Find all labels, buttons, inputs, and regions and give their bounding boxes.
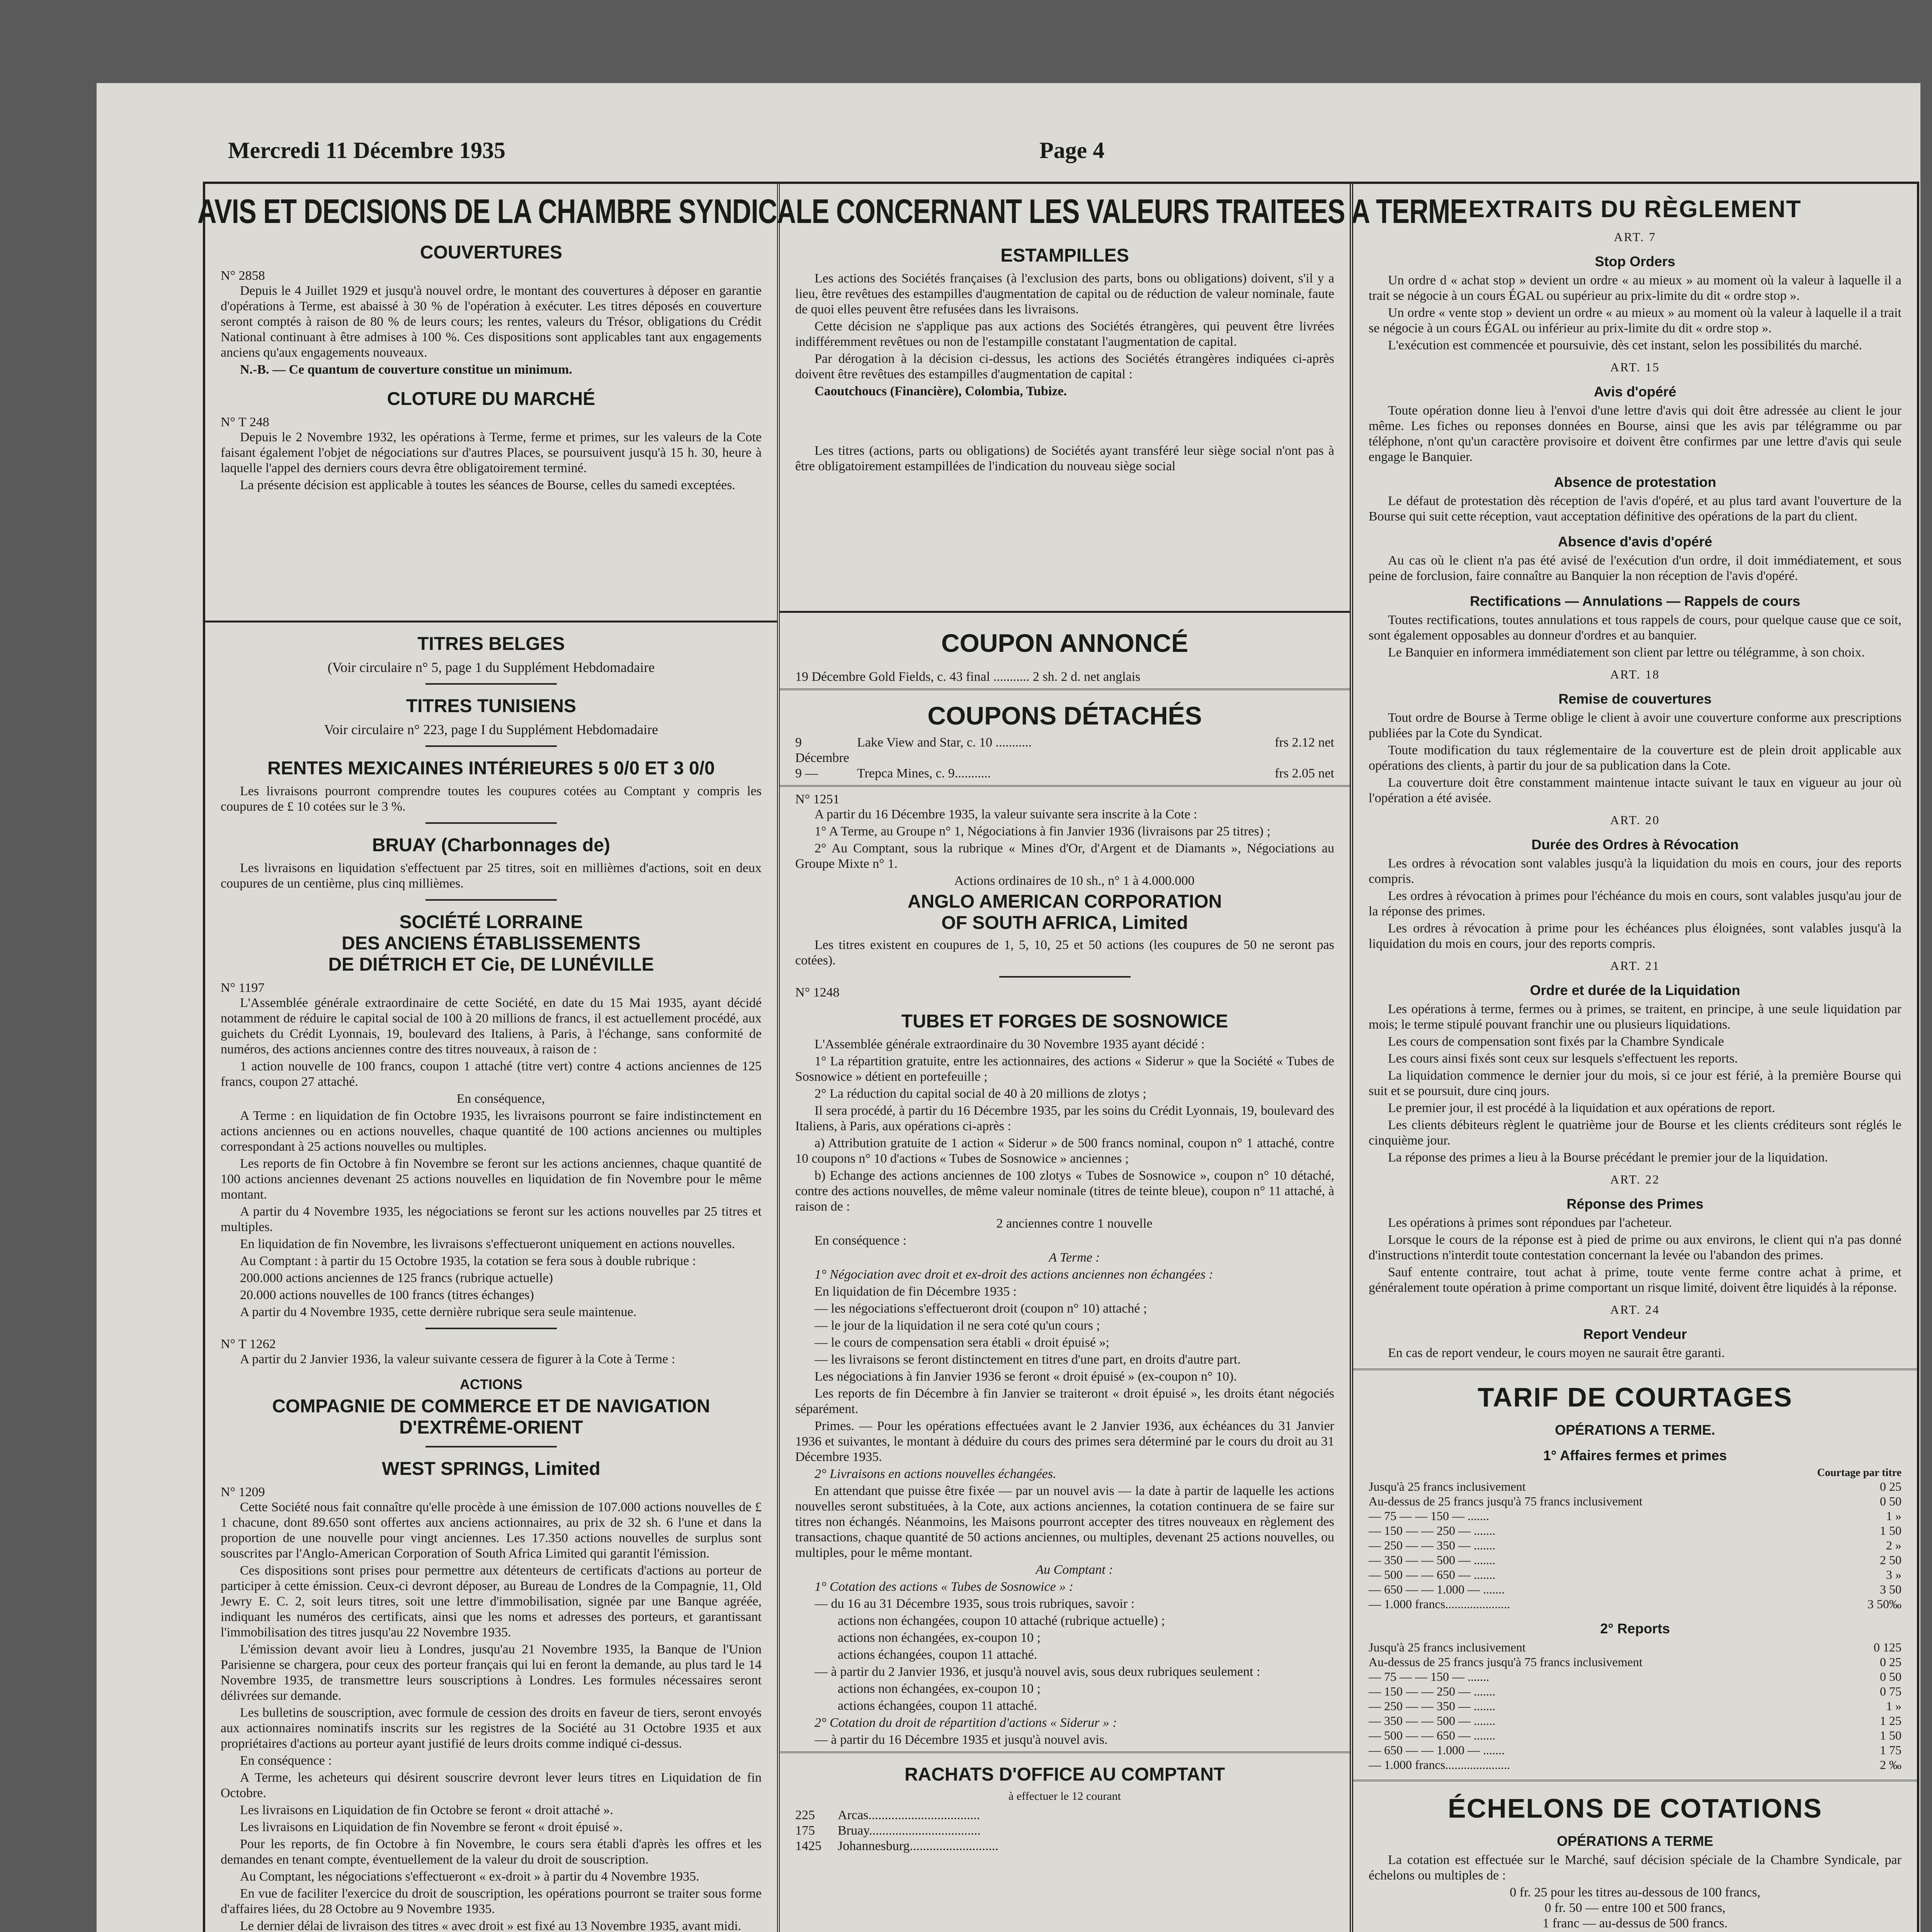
west-p7: Les livraisons en Liquidation de fin Octobre se feront « droit attaché ».	[240, 1803, 613, 1817]
divider	[999, 976, 1131, 978]
lorraine-p1: L'Assemblée générale extraordinaire de cette Société, en date du 15 Mai 1935, ayant décidé notamment de réduire le capital social de 100 à 20 millions de francs, il est actuellement procédé, aux guichets du Crédit Lyonnais, 19, boulevard des Italiens, à Paris, à l'échange, sans conformité de numéros, des actions anciennes contre des titres nouveaux, à raison de :	[221, 996, 762, 1056]
anglo-number: N° 1251	[795, 792, 840, 806]
tarif-row-label: — 250 — — 350 — .......	[1369, 1699, 1495, 1713]
double-divider	[780, 785, 1350, 787]
protestation-title: Absence de protestation	[1554, 474, 1716, 490]
rentes-title: RENTES MEXICAINES INTÉRIEURES 5 0/0 ET 3 0/0	[267, 758, 715, 779]
courtage-column-head: Courtage par titre	[1817, 1467, 1901, 1479]
estampilles-block	[780, 184, 1350, 613]
rachat-row: 225 Arcas..................................	[795, 1808, 980, 1822]
tubes-p19: 2° Livraisons en actions nouvelles échangées.	[815, 1467, 1056, 1481]
west-p9: Pour les reports, de fin Octobre à fin Novembre, le cours sera établi d'après les offres et les demandes en tenant compte, éventuellement de la valeur du droit de souscription.	[221, 1837, 762, 1867]
reglement-title: EXTRAITS DU RÈGLEMENT	[1468, 196, 1802, 223]
tarif-row-value: 3 50‰	[1867, 1597, 1901, 1611]
tubes-p17: Les reports de fin Décembre à fin Janvier se traiteront « droit épuisé », les droits étant négociés séparément.	[795, 1386, 1334, 1416]
west-p5: En conséquence :	[240, 1753, 332, 1768]
right-column	[1353, 184, 1917, 1932]
tarif-row-label: Jusqu'à 25 francs inclusivement	[1369, 1640, 1526, 1654]
reponse-2: Lorsque le cours de la réponse est à pied de prime ou aux environs, le client qui n'a pas donné d'instructions n'interdit toute contestation concernant la levée ou l'abandon des primes.	[1369, 1233, 1901, 1262]
remise-title: Remise de couvertures	[1558, 691, 1712, 707]
tubes-p15: — les livraisons se feront distinctement en titres d'une part, en droits d'autre part.	[815, 1352, 1241, 1367]
ordre-6: Les clients débiteurs règlent le quatrième jour de Bourse et les clients créditeurs sont réglés le cinquième jour.	[1369, 1118, 1901, 1148]
anglo-p3: 2° Au Comptant, sous la rubrique « Mines d'Or, d'Argent et de Diamants », Négociations au Groupe Mixte n° 1.	[795, 841, 1334, 871]
absence-1: Au cas où le client n'a pas été avisé de l'exécution d'un ordre, il doit immédiatement, et sous peine de forclusion, faire connaître au Banquier la non réception de l'avis d'opéré.	[1369, 553, 1901, 583]
tarif-row-label: Au-dessus de 25 francs jusqu'à 75 francs inclusivement	[1369, 1655, 1643, 1669]
ordre-2: Les cours de compensation sont fixés par la Chambre Syndicale	[1388, 1034, 1724, 1049]
tubes-p10: 1° Négociation avec droit et ex-droit des actions anciennes non échangées :	[815, 1267, 1213, 1282]
tarif-row-value: 0 25	[1880, 1655, 1901, 1669]
couvertures-note: N.-B. — Ce quantum de couverture constitue un minimum.	[240, 362, 572, 377]
reponse-1: Les opérations à primes sont répondues par l'acheteur.	[1388, 1216, 1672, 1230]
tarif-row-label: — 1.000 francs.....................	[1369, 1758, 1510, 1772]
west-p2: Ces dispositions sont prises pour permettre aux détenteurs de certificats d'actions au porteur de participer à cette émission. Ceux-ci devront déposer, au Bureau de Londres de la Compagnie, 11, Old Jewry E. C. 2, soit leurs titres, soit une lettre d'immobilisation, signée par une Banque agréée, indiquant les numéros des certificats, ainsi que les noms et adresses des porteurs, et garantissant l'immobilisation des titres jusqu'au 22 Novembre 1935.	[221, 1563, 762, 1639]
tarif-row	[1369, 1757, 1901, 1772]
estampilles-text-3: Par dérogation à la décision ci-dessus, les actions des Sociétés étrangères indiquées ci-après doivent être revêtues des estampilles d'augmentation de capital :	[795, 352, 1334, 381]
coupons-detaches-title: COUPONS DÉTACHÉS	[927, 701, 1202, 730]
tarif-row-value: 2 »	[1886, 1538, 1901, 1552]
tubes-p29: actions échangées, coupon 11 attaché.	[838, 1699, 1037, 1713]
lorraine-p8: Au Comptant : à partir du 15 Octobre 1935, la cotation se fera sous à double rubrique :	[240, 1254, 696, 1268]
lorraine-p11: A partir du 4 Novembre 1935, cette dernière rubrique sera seule maintenue.	[240, 1305, 637, 1319]
tubes-p26: actions échangées, coupon 11 attaché.	[838, 1648, 1037, 1662]
divider	[425, 822, 557, 824]
tarif-row-value: 0 50	[1880, 1494, 1901, 1508]
avis-opere-title: Avis d'opéré	[1594, 384, 1677, 400]
anglo-p5: Les titres existent en coupures de 1, 5, 10, 25 et 50 actions (les coupures de 50 ne seront pas cotées).	[795, 938, 1334, 968]
duree-3: Les ordres à révocation à prime pour les échéances plus éloignées, sont valables jusqu'à la liquidation du mois en cours, jour des reports compris.	[1369, 921, 1901, 951]
bruay-text: Les livraisons en liquidation s'effectuent par 25 titres, soit en millièmes d'actions, soit en deux coupures de un centième, plus cinq millièmes.	[221, 861, 762, 891]
rectifications-title: Rectifications — Annulations — Rappels de cours	[1470, 593, 1800, 609]
tarif-row	[1369, 1597, 1901, 1611]
stop-orders-title: Stop Orders	[1595, 253, 1675, 269]
tarif-row	[1369, 1728, 1901, 1743]
tarif-row	[1369, 1684, 1901, 1699]
tubes-p3: 2° La réduction du capital social de 40 à 20 millions de zlotys ;	[815, 1087, 1146, 1101]
tarif-block	[1353, 1382, 1917, 1772]
tubes-p30: 2° Cotation du droit de répartition d'actions « Siderur » :	[815, 1716, 1117, 1730]
stop-2: Un ordre « vente stop » devient un ordre « au mieux » au moment où la valeur à laquelle il a trait se négocie à un cours ÉGAL ou inférieur au prix-limite du dit « ordre stop ».	[1369, 306, 1901, 335]
coupon-annonce-title: COUPON ANNONCÉ	[941, 629, 1189, 657]
tarif-row-value: 1 »	[1886, 1699, 1901, 1713]
lorraine-title-2: DES ANCIENS ÉTABLISSEMENTS	[342, 933, 641, 954]
titres-tunisiens-title: TITRES TUNISIENS	[406, 696, 577, 716]
tarif-row-label: — 500 — — 650 — .......	[1369, 1728, 1495, 1742]
ordre-title: Ordre et durée de la Liquidation	[1530, 982, 1740, 998]
tarif-row	[1369, 1669, 1901, 1684]
divider	[425, 1328, 557, 1329]
tarif-row	[1369, 1567, 1901, 1582]
tarif-row	[1369, 1479, 1901, 1494]
reports-table	[1369, 1640, 1901, 1772]
left-lower-block	[205, 633, 777, 1932]
couvertures-text: Depuis le 4 Juillet 1929 et jusqu'à nouvel ordre, le montant des couvertures à déposer en garantie d'opérations à Terme, est abaissé à 30 % de l'opération à exécuter. Les titres déposés en couverture seront comptés à raison de 80 % de leurs cours; les rentes, valeurs du Trésor, obligations du Crédit National continuant à être admises à 100 %. Ces dispositions sont applicables tant aux engagements anciens qu'aux engagements nouveaux.	[221, 284, 762, 360]
protest-1: Le défaut de protestation dès réception de l'avis d'opéré, et au plus tard avant l'ouverture de la Bourse qui suit cette réception, vaut acceptation définitive des opérations de la part du client.	[1369, 494, 1901, 524]
tubes-p28: actions non échangées, ex-coupon 10 ;	[838, 1682, 1041, 1696]
tarif-row	[1369, 1509, 1901, 1523]
anglo-p1: A partir du 16 Décembre 1935, la valeur suivante sera inscrite à la Cote :	[815, 807, 1197, 821]
rect-1: Toutes rectifications, toutes annulations et tous rappels de cours, pour quelque cause que ce soit, sont également opposables au donneur d'ordres et au banquier.	[1369, 613, 1901, 643]
lorraine-p10: 20.000 actions nouvelles de 100 francs (titres échanges)	[240, 1288, 534, 1302]
tarif-row-label: Au-dessus de 25 francs jusqu'à 75 francs inclusivement	[1369, 1494, 1643, 1508]
stop-1: Un ordre d « achat stop » devient un ordre « au mieux » au moment où la valeur à laquelle il a trait se négocie à un cours ÉGAL ou supérieur au prix-limite du dit « ordre stop ».	[1369, 273, 1901, 303]
west-p3: L'émission devant avoir lieu à Londres, jusqu'au 21 Novembre 1935, la Banque de l'Union Parisienne se chargera, pour ceux des porteur français qui lui en feront la demande, au plus tard le 14 Novembre 1935, de transmettre leurs souscriptions à Londres. Les formules nécessaires seront délivrées sur demande.	[221, 1642, 762, 1703]
echelon-row: 0 fr. 50 — entre 100 et 500 francs,	[1544, 1901, 1726, 1915]
article-15: ART. 15	[1610, 360, 1660, 374]
divider	[425, 683, 557, 685]
tarif-row-value: 0 25	[1880, 1480, 1901, 1493]
echelons-text: La cotation est effectuée sur le Marché, sauf décision spéciale de la Chambre Syndicale, par échelons ou multiples de :	[1369, 1853, 1901, 1883]
lorraine-p7: En liquidation de fin Novembre, les livraisons s'effectueront uniquement en actions nouvelles.	[240, 1237, 735, 1251]
west-springs-title: WEST SPRINGS, Limited	[382, 1459, 600, 1479]
article-22: ART. 22	[1610, 1172, 1660, 1186]
tarif-row-value: 1 »	[1886, 1509, 1901, 1523]
page-number: Page 4	[1039, 138, 1105, 163]
couvertures-number: N° 2858	[221, 269, 265, 283]
tarif-row-label: — 250 — — 350 — .......	[1369, 1538, 1495, 1552]
tubes-p24: actions non échangées, coupon 10 attaché (rubrique actuelle) ;	[838, 1614, 1165, 1628]
tarif-row	[1369, 1523, 1901, 1538]
double-divider	[780, 689, 1350, 690]
west-p10: Au Comptant, les négociations s'effectueront « ex-droit » à partir du 4 Novembre 1935.	[240, 1869, 699, 1884]
duree-2: Les ordres à révocation à primes pour l'échéance du mois en cours, sont valables jusqu'au jour de la réponse des primes.	[1369, 889, 1901, 918]
tubes-p31: — à partir du 16 Décembre 1935 et jusqu'à nouvel avis.	[815, 1733, 1108, 1747]
article-20: ART. 20	[1610, 813, 1660, 827]
divider	[425, 899, 557, 901]
tarif-row-value: 0 50	[1880, 1670, 1901, 1684]
tarif-row	[1369, 1553, 1901, 1567]
tarif-row	[1369, 1655, 1901, 1669]
fermes-title: 1° Affaires fermes et primes	[1543, 1447, 1727, 1463]
west-springs-number: N° 1209	[221, 1485, 265, 1499]
echelon-row: 0 fr. 25 pour les titres au-dessous de 100 francs,	[1510, 1885, 1760, 1900]
echelons-title: ÉCHELONS DE COTATIONS	[1448, 1793, 1822, 1823]
page-header	[228, 137, 1913, 180]
estampilles-list: Caoutchoucs (Financière), Colombia, Tubize.	[815, 384, 1067, 398]
tarif-row-label: — 650 — — 1.000 — .......	[1369, 1582, 1505, 1596]
cloture-number: N° T 248	[221, 415, 269, 429]
rachats-title: RACHATS D'OFFICE AU COMPTANT	[904, 1764, 1225, 1785]
tarif-row-label: — 350 — — 500 — .......	[1369, 1714, 1495, 1728]
remise-3: La couverture doit être constamment maintenue intacte suivant le taux en vigueur au jour où l'opération a été avisée.	[1369, 776, 1901, 805]
reports-title: 2° Reports	[1600, 1621, 1670, 1636]
remise-2: Toute modification du taux réglementaire de la couverture est de plein droit applicable aux opérations des clients, à partir du jour de sa publication dans la Cote.	[1369, 743, 1901, 773]
lorraine-title-3: DE DIÉTRICH ET Cie, DE LUNÉVILLE	[328, 954, 654, 975]
lorraine-p6: A partir du 4 Novembre 1935, les négociations se feront sur les actions nouvelles par 25 titres et multiples.	[221, 1204, 762, 1234]
coupons-detaches-block	[780, 701, 1350, 781]
divider	[425, 745, 557, 747]
tarif-row-label: — 75 — — 150 — .......	[1369, 1670, 1489, 1684]
west-p12: Le dernier délai de livraison des titres « avec droit » est fixé au 13 Novembre 1935, avant midi.	[240, 1919, 742, 1932]
coupon-annonce-line: 19 Décembre Gold Fields, c. 43 final ........... 2 sh. 2 d. net anglais	[795, 670, 1141, 684]
issue-date: Mercredi 11 Décembre 1935	[228, 138, 506, 163]
bruay-title: BRUAY (Charbonnages de)	[372, 835, 611, 855]
rachat-row: 175 Bruay..................................	[795, 1823, 981, 1838]
tarif-row-label: — 500 — — 650 — .......	[1369, 1568, 1495, 1582]
lorraine-p4: A Terme : en liquidation de fin Octobre 1935, les livraisons pourront se faire indistinctement en actions anciennes ou en actions nouvelles, chaque quantité de 100 actions anciennes ou multiples correspondant à 25 actions nouvelles ou multiples.	[221, 1109, 762, 1154]
estampilles-title: ESTAMPILLES	[1000, 245, 1129, 266]
tubes-p13: — le jour de la liquidation il ne sera coté qu'un cours ;	[815, 1318, 1100, 1333]
cloture-text-1: Depuis le 2 Novembre 1932, les opérations à Terme, ferme et primes, sur les valeurs de la Cote faisant également l'objet de négociations sur d'autres Places, se poursuivent jusqu'à 15 h. 30, heure à laquelle l'appel des derniers cours devra être obligatoirement terminé.	[221, 430, 762, 475]
double-divider	[1353, 1780, 1917, 1781]
tarif-row-label: — 1.000 francs.....................	[1369, 1597, 1510, 1611]
double-divider	[1353, 1369, 1917, 1370]
cloture-title: CLOTURE DU MARCHÉ	[387, 389, 595, 409]
article-18: ART. 18	[1610, 667, 1660, 681]
tubes-p2: 1° La répartition gratuite, entre les actionnaires, des actions « Siderur » que la Société « Tubes de Sosnowice » détient en portefeuille ;	[795, 1054, 1334, 1084]
coupon-annonce-block	[780, 628, 1350, 685]
stop-3: L'exécution est commencée et poursuivie, dès cet instant, selon les possibilités du marché.	[1388, 338, 1862, 352]
tarif-row-label: — 350 — — 500 — .......	[1369, 1553, 1495, 1567]
tubes-p6: b) Echange des actions anciennes de 100 zlotys « Tubes de Sosnowice », coupon n° 10 détaché, contre des actions nouvelles, de même valeur nominale (titres de teinte bleue), coupon n° 11 attaché, à raison de :	[795, 1168, 1334, 1214]
tarif-row	[1369, 1538, 1901, 1553]
lorraine-p9: 200.000 actions anciennes de 125 francs (rubrique actuelle)	[240, 1271, 553, 1285]
anglo-title-1: ANGLO AMERICAN CORPORATION	[907, 891, 1222, 912]
cie-label: ACTIONS	[460, 1376, 522, 1392]
double-divider	[780, 1752, 1350, 1753]
fermes-table	[1369, 1479, 1901, 1611]
vendeur-title: Report Vendeur	[1583, 1326, 1687, 1342]
absence-title: Absence d'avis d'opéré	[1558, 534, 1713, 549]
titres-belges-sub: (Voir circulaire n° 5, page 1 du Supplément Hebdomadaire	[327, 660, 655, 675]
anglo-p4: Actions ordinaires de 10 sh., n° 1 à 4.000.000	[954, 874, 1195, 888]
remise-1: Tout ordre de Bourse à Terme oblige le client à avoir une couverture conforme aux prescriptions publiées par la Cote du Syndicat.	[1369, 711, 1901, 740]
tubes-p27: — à partir du 2 Janvier 1936, et jusqu'à nouvel avis, sous deux rubriques seulement :	[815, 1665, 1260, 1679]
tarif-row	[1369, 1743, 1901, 1757]
tubes-title: TUBES ET FORGES DE SOSNOWICE	[901, 1011, 1228, 1032]
rentes-text: Les livraisons pourront comprendre toutes les coupures cotées au Comptant y compris les coupures de £ 10 cotées sur le 3 %.	[221, 784, 762, 814]
tarif-row-value: 0 75	[1880, 1684, 1901, 1698]
tarif-row-value: 3 50	[1880, 1582, 1901, 1596]
tubes-p16: Les négociations à fin Janvier 1936 se feront « droit épuisé » (ex-coupon n° 10).	[815, 1369, 1237, 1384]
tarif-row-label: — 150 — — 250 — .......	[1369, 1524, 1495, 1537]
tubes-p9: A Terme :	[1049, 1250, 1100, 1265]
tubes-p20: En attendant que puisse être fixée — par un nouvel avis — la date à partir de laquelle les actions nouvelles seront substituées, à la Cote, aux actions anciennes, la cotation continuera de se faire sur titres non échangés. Néanmoins, les Maisons pourront accepter des titres nouveaux en règlement des transactions, chaque quantité de 50 actions anciennes, ou multiples, devenant 25 actions nouvelles, ou multiples, pour le même montant.	[795, 1484, 1334, 1560]
tarif-title: TARIF DE COURTAGES	[1477, 1382, 1793, 1412]
cie-title: COMPAGNIE DE COMMERCE ET DE NAVIGATION D'EXTRÊME-ORIENT	[272, 1396, 710, 1438]
duree-title: Durée des Ordres à Révocation	[1531, 837, 1739, 852]
tarif-row	[1369, 1582, 1901, 1597]
ordre-5: Le premier jour, il est procédé à la liquidation et aux opérations de report.	[1388, 1101, 1776, 1115]
cloture-text-2: La présente décision est applicable à toutes les séances de Bourse, celles du samedi exceptées.	[240, 478, 736, 492]
duree-1: Les ordres à révocation sont valables jusqu'à la liquidation du mois en cours, jour des reports compris.	[1369, 856, 1901, 886]
rachat-row: 1425 Johannesburg...........................	[795, 1839, 998, 1853]
tarif-row	[1369, 1699, 1901, 1713]
titres-tunisiens-sub: Voir circulaire n° 223, page I du Supplément Hebdomadaire	[324, 722, 658, 737]
tarif-sub: OPÉRATIONS A TERME.	[1555, 1422, 1715, 1438]
middle-column	[780, 184, 1353, 1932]
tubes-p1: L'Assemblée générale extraordinaire du 30 Novembre 1935 ayant décidé :	[815, 1037, 1205, 1051]
tarif-row	[1369, 1713, 1901, 1728]
main-title: AVIS ET DECISIONS DE LA CHAMBRE SYNDICALE CONCERNANT LES VALEURS TRAITEES A TERME	[197, 192, 1468, 230]
tubes-p12: — les négociations s'effectueront droit (coupon n° 10) attaché ;	[815, 1301, 1147, 1316]
tarif-row-value: 1 25	[1880, 1714, 1901, 1728]
tubes-p14: — le cours de compensation sera établi « droit épuisé »;	[815, 1335, 1109, 1350]
anglo-p2: 1° A Terme, au Groupe n° 1, Négociations à fin Janvier 1936 (livraisons par 25 titres) ;	[815, 824, 1270, 838]
tarif-row-label: — 150 — — 250 — .......	[1369, 1684, 1495, 1698]
west-p1: Cette Société nous fait connaître qu'elle procède à une émission de 107.000 actions nouvelles de £ 1 chacune, dont 89.650 sont offertes aux anciens actionnaires, au prix de 32 sh. 6 l'une et dans la proportion de une nouvelle pour vingt anciennes. Les 17.350 actions nouvelles de surplus sont souscrites par l'Anglo-American Corporation of South Africa Limited qui garantit l'émission.	[221, 1500, 762, 1561]
rect-2: Le Banquier en informera immédiatement son client par lettre ou télégramme, à son choix.	[1388, 645, 1865, 660]
echelon-row: 1 franc — au-dessus de 500 francs.	[1543, 1916, 1728, 1930]
tarif-row-value: 2 50	[1880, 1553, 1901, 1567]
coupon-row: 9 — Trepca Mines, c. 9........... frs 2.05 net	[795, 766, 1334, 781]
vendeur-1: En cas de report vendeur, le cours moyen ne saurait être garanti.	[1388, 1346, 1725, 1360]
rachats-sub: à effectuer le 12 courant	[1009, 1790, 1121, 1803]
couvertures-title: COUVERTURES	[420, 242, 563, 263]
tubes-p22: 1° Cotation des actions « Tubes de Sosnowice » :	[815, 1580, 1073, 1594]
opere-1: Toute opération donne lieu à l'envoi d'une lettre d'avis qui doit être adressée au client le jour même. Les fiches ou reponses données en Bourse, ainsi que les avis par télégramme ou par téléphone, n'ont qu'un caractère provisoire et doivent être confirmes par une lettre d'avis qui seule engage le Banquier.	[1369, 403, 1901, 464]
tarif-row-value: 1 50	[1880, 1728, 1901, 1742]
west-p4: Les bulletins de souscription, avec formule de cession des droits en faveur de tiers, seront envoyés aux actionnaires nominatifs inscrits sur les registres de la Société au 31 Octobre 1935 et aux propriétaires d'actions au porteur ayant justifié de leurs droits comme indiqué ci-dessus.	[221, 1706, 762, 1751]
ordre-4: La liquidation commence le dernier jour du mois, si ce jour est férié, à la première Bourse qui suit et se poursuit, dure cinq jours.	[1369, 1068, 1901, 1098]
tarif-row-label: — 75 — — 150 — .......	[1369, 1509, 1489, 1523]
lorraine-p5: Les reports de fin Octobre à fin Novembre se feront sur les actions anciennes, chaque quantité de 100 actions anciennes devenant 25 actions nouvelles en liquidation de fin Novembre pour le même montant.	[221, 1156, 762, 1202]
tarif-row	[1369, 1640, 1901, 1655]
rachats-block	[780, 1764, 1350, 1854]
tarif-row-value: 0 125	[1874, 1640, 1901, 1654]
article-24: ART. 24	[1610, 1303, 1660, 1316]
content-frame	[197, 182, 1919, 1932]
lorraine-title-1: SOCIÉTÉ LORRAINE	[399, 912, 583, 932]
titres-belges-title: TITRES BELGES	[417, 634, 565, 654]
tarif-row-value: 1 75	[1880, 1743, 1901, 1757]
tarif-row-label: — 650 — — 1.000 — .......	[1369, 1743, 1505, 1757]
tarif-row-label: Jusqu'à 25 francs inclusivement	[1369, 1480, 1526, 1493]
reponse-title: Réponse des Primes	[1566, 1196, 1704, 1212]
lorraine-p2: 1 action nouvelle de 100 francs, coupon 1 attaché (titre vert) contre 4 actions anciennes de 125 francs, coupon 27 attaché.	[221, 1059, 762, 1089]
tubes-p7: 2 anciennes contre 1 nouvelle	[996, 1216, 1153, 1231]
estampilles-text-4: Les titres (actions, parts ou obligations) de Sociétés ayant transféré leur siège social n'ont pas à être obligatoirement estampillées de l'indication du nouveau siège social	[795, 444, 1334, 473]
estampilles-text-2: Cette décision ne s'applique pas aux actions des Sociétés étrangères, qui peuvent être livrées indifféremment revêtues ou non de l'estampille constatant l'augmentation de capital.	[795, 319, 1334, 349]
tubes-p18: Primes. — Pour les opérations effectuées avant le 2 Janvier 1936, aux échéances du 31 Janvier 1936 et suivantes, le montant à déduire du cours des primes sera déterminé par le cours du droit au 31 Décembre 1935.	[795, 1419, 1334, 1464]
ordre-3: Les cours ainsi fixés sont ceux sur lesquels s'effectuent les reports.	[1388, 1051, 1738, 1066]
divider	[425, 1446, 557, 1447]
west-p8: Les livraisons en Liquidation de fin Novembre se feront « droit épuisé ».	[240, 1820, 623, 1834]
west-p6: A Terme, les acheteurs qui désirent souscrire devront lever leurs titres en Liquidation de fin Octobre.	[221, 1770, 762, 1800]
tubes-p25: actions non échangées, ex-coupon 10 ;	[838, 1631, 1041, 1645]
lorraine-p3: En conséquence,	[456, 1092, 545, 1106]
tubes-p5: a) Attribution gratuite de 1 action « Siderur » de 500 francs nominal, coupon n° 1 attaché, contre 10 coupons n° 10 d'actions « Tubes de Sosnowice » anciennes ;	[795, 1136, 1334, 1166]
tubes-p11: En liquidation de fin Décembre 1935 :	[815, 1284, 1017, 1299]
article-21: ART. 21	[1610, 959, 1660, 973]
ordre-7: La réponse des primes a lieu à la Bourse précédant le premier jour de la liquidation.	[1388, 1150, 1828, 1165]
tubes-number: N° 1248	[795, 985, 840, 1000]
tubes-p4: Il sera procédé, à partir du 16 Décembre 1935, par les soins du Crédit Lyonnais, 19, boulevard des Italiens, à Paris, aux opérations ci-après :	[795, 1104, 1334, 1133]
cie-number: N° T 1262	[221, 1337, 276, 1351]
estampilles-text-1: Les actions des Sociétés françaises (à l'exclusion des parts, bons ou obligations) doivent, s'il y a lieu, être revêtues des estampilles d'augmentation de capital ou de réduction de valeur nominale, faute de quoi elles peuvent être refusées dans les livraisons.	[795, 271, 1334, 316]
tarif-row	[1369, 1494, 1901, 1509]
echelons-block	[1353, 1793, 1917, 1931]
tarif-row-value: 2 ‰	[1880, 1758, 1901, 1772]
west-p11: En vue de faciliter l'exercice du droit de souscription, les opérations pourront se traiter sous forme d'affaires liées, du 28 Octobre au 9 Novembre 1935.	[221, 1886, 762, 1916]
reglement-block	[1353, 196, 1917, 1361]
cie-text: A partir du 2 Janvier 1936, la valeur suivante cessera de figurer à la Cote à Terme :	[240, 1352, 675, 1366]
tubes-p21: Au Comptant :	[1036, 1563, 1113, 1577]
anglo-title-2: OF SOUTH AFRICA, Limited	[941, 913, 1188, 933]
tarif-row-value: 3 »	[1886, 1568, 1901, 1582]
reponse-3: Sauf entente contraire, tout achat à prime, toute vente ferme contre achat à prime, et généralement toute opération à prime comportant un risque limité, doivent être liquidés à la réponse.	[1369, 1265, 1901, 1295]
echelons-sub: OPÉRATIONS A TERME	[1557, 1833, 1713, 1849]
article-7: ART. 7	[1614, 230, 1656, 244]
anglo-block	[780, 792, 1350, 1748]
tubes-p23: — du 16 au 31 Décembre 1935, sous trois rubriques, savoir :	[815, 1597, 1135, 1611]
tarif-row-value: 1 50	[1880, 1524, 1901, 1537]
lorraine-number: N° 1197	[221, 981, 265, 995]
ordre-1: Les opérations à terme, fermes ou à primes, se traitent, en principe, à une seule liquidation par mois; le terme stipulé pouvant franchir une ou plusieurs liquidations.	[1369, 1002, 1901, 1032]
tubes-p8: En conséquence :	[815, 1233, 906, 1248]
coupon-row: 9 Décembre Lake View and Star, c. 10 ........... frs 2.12 net	[795, 735, 1334, 765]
